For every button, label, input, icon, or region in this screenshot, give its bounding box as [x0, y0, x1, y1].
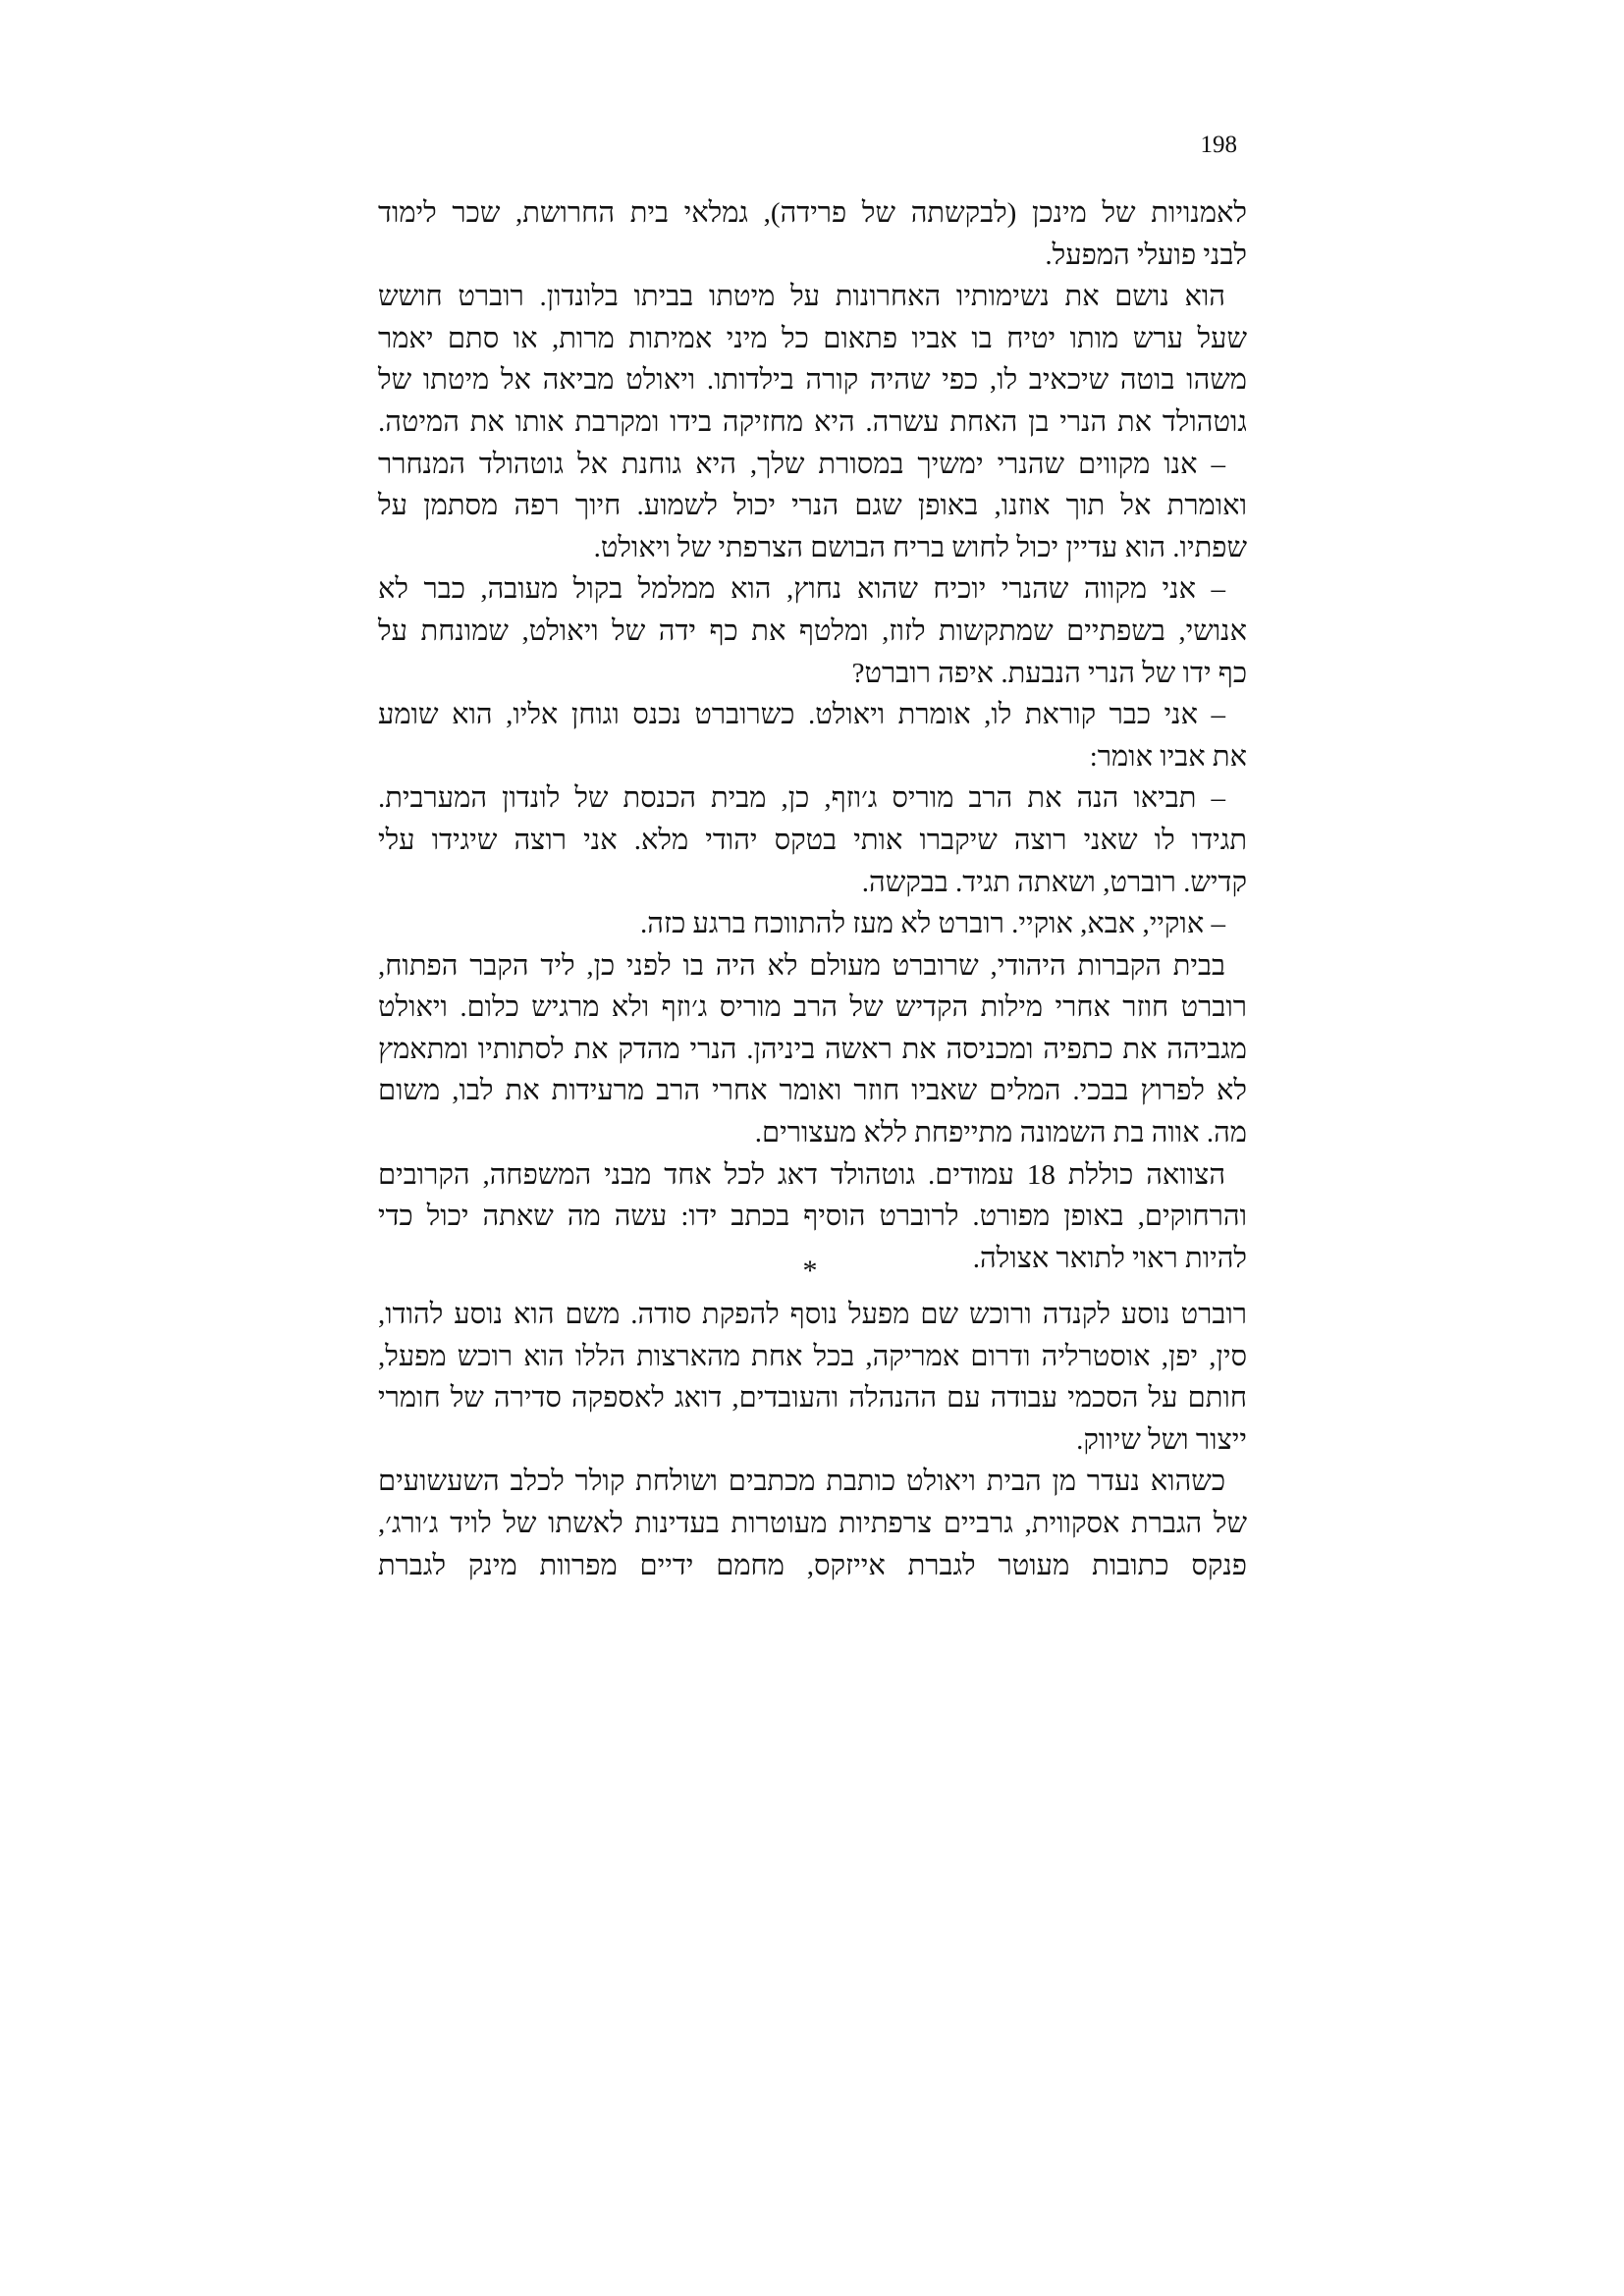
text-line: הצוואה כוללת 18 עמודים. גוטהולד דאג לכל אחד מבני המשפחה, הקרובים	[378, 1158, 1225, 1191]
text-line: תגידו לו שאני רוצה שיקברו אותי בטקס יהודי מלא. אני רוצה שיגידו עלי	[378, 824, 1247, 856]
text-line: ייצור ושל שיווק.	[1076, 1423, 1247, 1456]
text-line: – אוקיי, אבא, אוקיי. רוברט לא מעז להתווכח ברגע כזה.	[640, 908, 1225, 940]
text-line: שעל ערש מותו יטיח בו אביו פתאום כל מיני אמיתות מרות, או סתם יאמר	[378, 322, 1247, 354]
text-line: לבני פועלי המפעל.	[1045, 239, 1247, 271]
text-line: – אני מקווה שהנרי יוכיח שהוא נחוץ, הוא ממלמל בקול מעובה, כבר לא	[378, 573, 1225, 606]
text-line: מגביהה את כתפיה ומכניסה את ראשה ביניהן. הנרי מהדק את לסתותיו ומתאמץ	[378, 1033, 1247, 1065]
text-line: בבית הקברות היהודי, שרוברט מעולם לא היה בו לפני כן, ליד הקבר הפתוח,	[378, 949, 1225, 982]
text-line: הוא נושם את נשימותיו האחרונות על מיטתו בביתו בלונדון. רוברט חושש	[378, 281, 1225, 313]
text-line: של הגברת אסקווית, גרביים צרפתיות מעוטרות בעדינות לאשתו של לויד ג׳ורג׳,	[378, 1507, 1247, 1539]
text-line: סין, יפן, אוסטרליה ודרום אמריקה, בכל אחת מהארצות הללו הוא רוכש מפעל,	[378, 1340, 1247, 1372]
text-line: את אביו אומר:	[1089, 740, 1247, 773]
text-line: רוברט חוזר אחרי מילות הקדיש של הרב מוריס ג׳וזף ולא מרגיש כלום. ויאולט	[378, 991, 1247, 1024]
text-section-1	[378, 192, 1247, 1279]
text-line: – אנו מקווים שהנרי ימשיך במסורת שלך, היא גוחנת אל גוטהולד המנחרר	[378, 448, 1225, 480]
section-separator: *	[802, 1255, 818, 1287]
text-line: גוטהולד את הנרי בן האחת עשרה. היא מחזיקה בידו ומקרבת אותו את המיטה.	[378, 405, 1247, 438]
text-line: רוברט נוסע לקנדה ורוכש שם מפעל נוסף להפקת סודה. משם הוא נוסע להודו,	[378, 1299, 1247, 1330]
text-line: כשהוא נעדר מן הבית ויאולט כותבת מכתבים ושולחת קולר לכלב השעשועים	[378, 1466, 1225, 1498]
text-line: מה. אווה בת השמונה מתייפחת ללא מעצורים.	[754, 1117, 1247, 1149]
text-line: שפתיו. הוא עדיין יכול לחוש בריח הבושם הצרפתי של ויאולט.	[593, 531, 1247, 563]
text-line: והרחוקים, באופן מפורט. לרוברט הוסיף בכתב ידו: עשה מה שאתה יכול כדי	[378, 1201, 1247, 1233]
text-line: להיות ראוי לתואר אצולה.	[972, 1242, 1247, 1274]
page-number: 198	[1200, 132, 1237, 158]
text-line: קדיש. רוברט, ושאתה תגיד. בבקשה.	[861, 866, 1247, 898]
text-line: כף ידו של הנרי הנבעת. איפה רוברט?	[851, 657, 1247, 689]
text-section-2	[378, 1294, 1247, 1586]
text-line: לא לפרוץ בבכי. המלים שאביו חוזר ואומר אחרי הרב מרעידות את לבו, משום	[378, 1075, 1247, 1107]
text-line: ואומרת אל תוך אוזנו, באופן שגם הנרי יכול לשמוע. חיוך רפה מסתמן על	[378, 490, 1247, 522]
text-line: לאמנויות של מינכן (לבקשתה של פרידה), גמלאי בית החרושת, שכר לימוד	[378, 197, 1247, 229]
text-line: פנקס כתובות מעוטר לגברת אייזקס, מחמם ידיים מפרוות מינק לגברת	[378, 1549, 1247, 1581]
text-line: – אני כבר קוראת לו, אומרת ויאולט. כשרוברט נכנס וגוחן אליו, הוא שומע	[378, 699, 1225, 731]
text-line: משהו בוטה שיכאיב לו, כפי שהיה קורה בילדותו. ויאולט מביאה אל מיטתו של	[378, 364, 1247, 397]
text-line: – תביאו הנה את הרב מוריס ג׳וזף, כן, מבית הכנסת של לונדון המערבית.	[378, 782, 1225, 815]
text-line: אנושי, בשפתיים שמתקשות לזוז, ומלטף את כף ידה של ויאולט, שמונחת על	[378, 614, 1247, 647]
text-line: חותם על הסכמי עבודה עם ההנהלה והעובדים, דואג לאספקה סדירה של חומרי	[378, 1382, 1247, 1415]
